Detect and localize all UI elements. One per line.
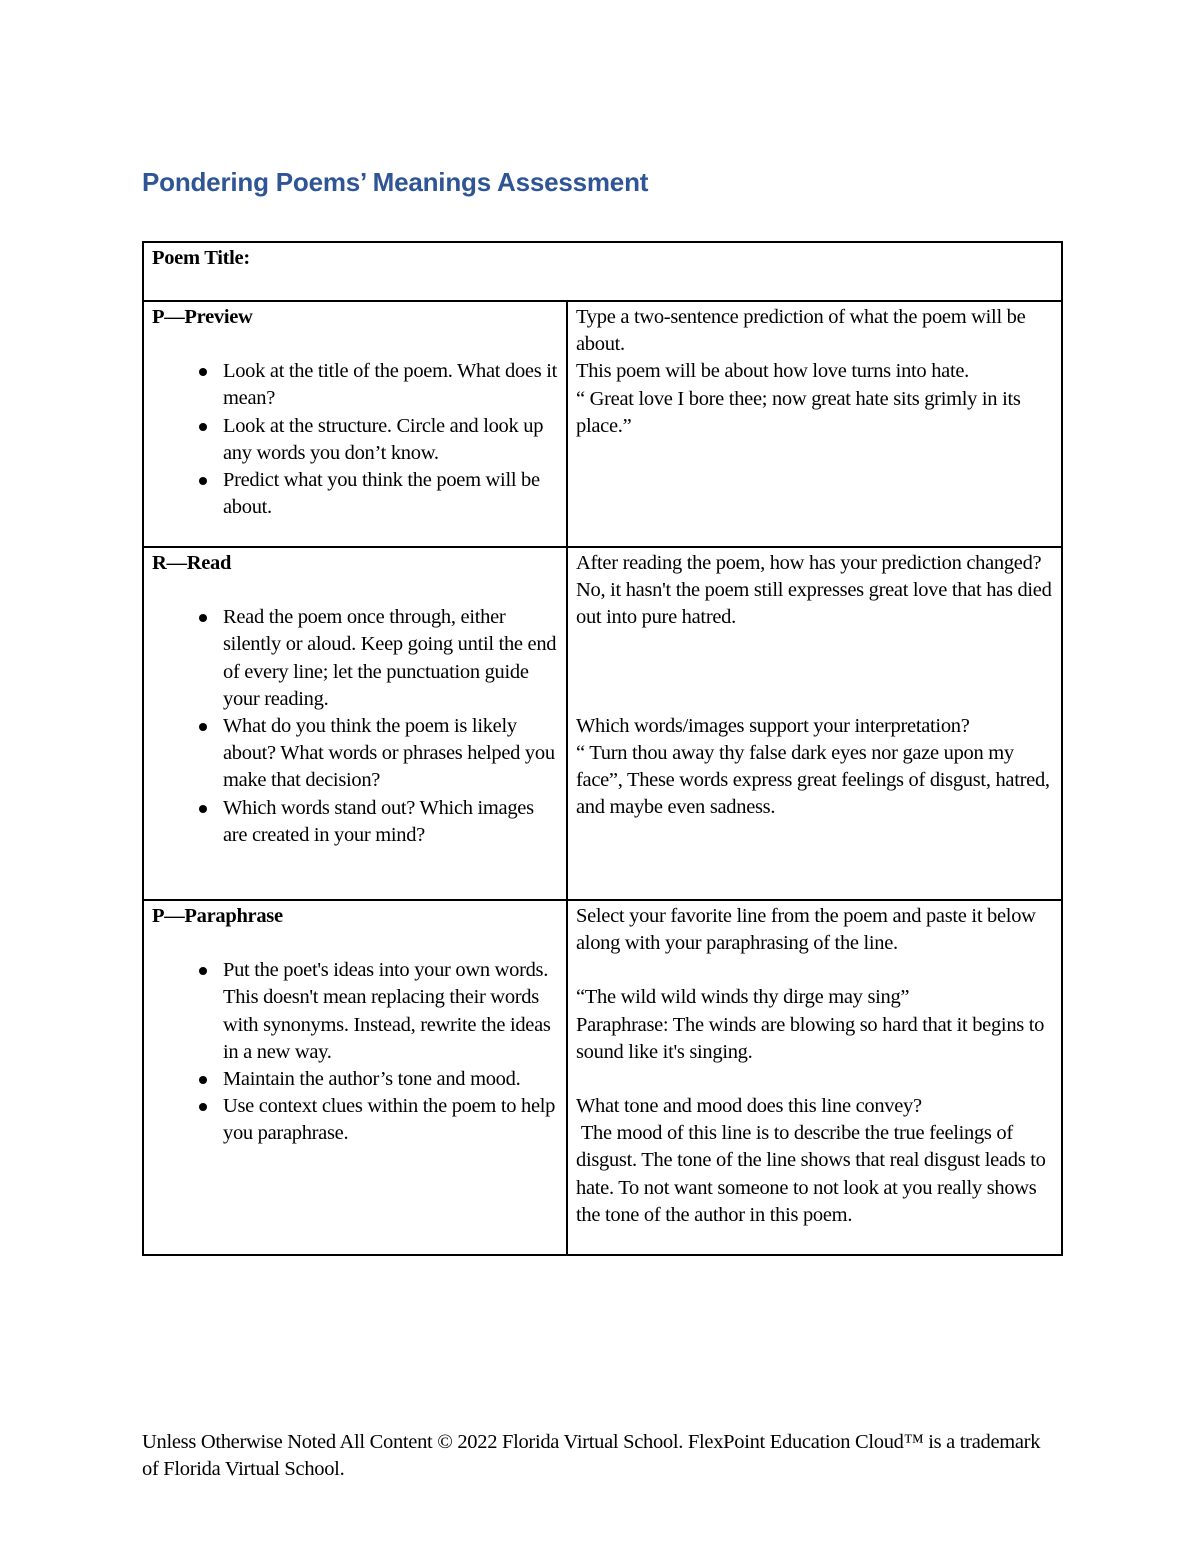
list-item: Look at the structure. Circle and look up any words you don’t know. — [152, 413, 559, 467]
paraphrase-prompt-1: Select your favorite line from the poem and paste it below along with your paraphrasing of the line. — [576, 905, 1036, 955]
poem-title-cell[interactable] — [143, 242, 1062, 301]
read-prompt-2: Which words/images support your interpretation? — [576, 714, 970, 737]
preview-answer-line-1: This poem will be about how love turns into hate. — [576, 360, 969, 383]
preview-row — [143, 301, 1062, 547]
copyright-footer: Unless Otherwise Noted All Content © 2022 Florida Virtual School. FlexPoint Education Cloud™ is a trademark of Florida Virtual School. — [142, 1431, 1041, 1481]
preview-bullet-list — [152, 358, 559, 521]
read-answer-1: No, it hasn't the poem still expresses great love that has died out into pure hatred. — [576, 579, 1052, 629]
read-bullet-list — [152, 604, 559, 849]
read-response-cell[interactable] — [567, 547, 1062, 900]
preview-response-cell[interactable] — [567, 301, 1062, 547]
read-instructions-cell — [143, 547, 567, 900]
page-title: Pondering Poems’ Meanings Assessment — [142, 167, 649, 197]
preview-heading: P—Preview — [152, 306, 253, 328]
paraphrase-instructions-cell — [143, 900, 567, 1255]
paraphrase-heading: P—Paraphrase — [152, 905, 283, 927]
list-item: Which words stand out? Which images are created in your mind? — [152, 795, 559, 849]
list-item: What do you think the poem is likely about? What words or phrases helped you make that decision? — [152, 713, 559, 795]
list-item: Look at the title of the poem. What does it mean? — [152, 358, 559, 412]
list-item: Read the poem once through, either silently or aloud. Keep going until the end of every line; let the punctuation guide your reading. — [152, 604, 559, 713]
poem-title-label: Poem Title: — [152, 247, 250, 269]
read-row — [143, 547, 1062, 900]
paraphrase-response-cell[interactable] — [567, 900, 1062, 1255]
list-item: Use context clues within the poem to help you paraphrase. — [152, 1093, 559, 1147]
paraphrase-prompt-2: What tone and mood does this line convey? — [576, 1095, 922, 1118]
read-answer-2: “ Turn thou away thy false dark eyes nor gaze upon my face”, These words express great feelings of disgust, hatred, and maybe even sadness. — [576, 741, 1050, 819]
list-item: Put the poet's ideas into your own words. This doesn't mean replacing their words with synonyms. Instead, rewrite the ideas in a new way. — [152, 957, 559, 1066]
paraphrase-row — [143, 900, 1062, 1255]
read-heading: R—Read — [152, 552, 232, 574]
read-prompt-1: After reading the poem, how has your prediction changed? — [576, 552, 1042, 574]
list-item: Maintain the author’s tone and mood. — [152, 1066, 559, 1093]
preview-instructions-cell — [143, 301, 567, 547]
preview-prompt: Type a two-sentence prediction of what the poem will be about. — [576, 306, 1026, 356]
paraphrase-text: Paraphrase: The winds are blowing so hard that it begins to sound like it's singing. — [576, 1013, 1045, 1063]
poem-title-row — [143, 242, 1062, 301]
preview-answer-line-2: “ Great love I bore thee; now great hate sits grimly in its place.” — [576, 387, 1021, 437]
list-item: Predict what you think the poem will be about. — [152, 467, 559, 521]
paraphrase-bullet-list — [152, 957, 559, 1147]
paraphrase-answer-2: The mood of this line is to describe the true feelings of disgust. The tone of the line shows that real disgust leads to hate. To not want someone to not look at you really shows the tone of the author in this poem. — [576, 1122, 1051, 1226]
favorite-line-quote: “The wild wild winds thy dirge may sing” — [576, 986, 910, 1009]
ppr-assessment-table — [142, 241, 1063, 1256]
